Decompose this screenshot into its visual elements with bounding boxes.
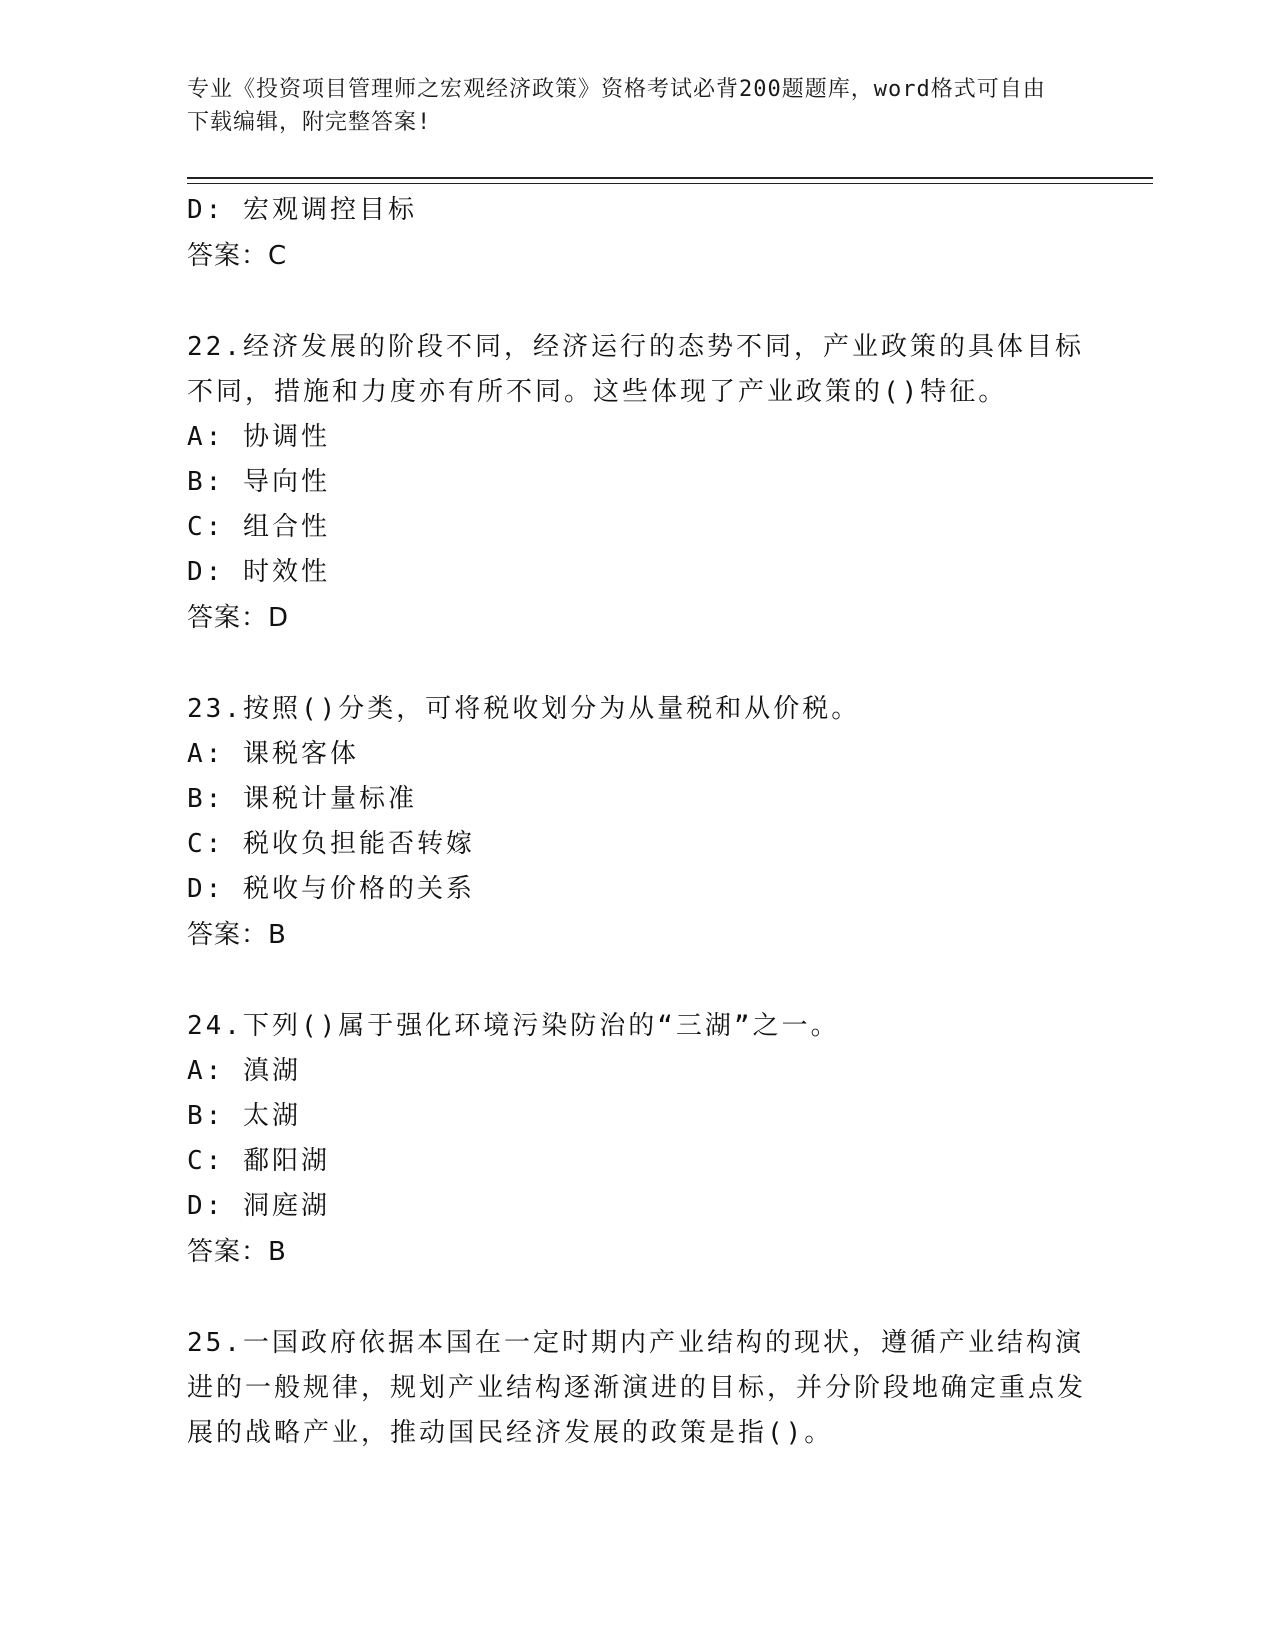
option-d: D: 宏观调控目标 <box>187 195 417 225</box>
answer-line: 答案：C <box>187 241 288 271</box>
answer-line: 答案：B <box>187 1237 287 1267</box>
option-d: D: 税收与价格的关系 <box>187 874 475 904</box>
spacer <box>187 958 1087 1004</box>
spacer <box>187 1275 1087 1321</box>
option-c: C: 鄱阳湖 <box>187 1146 330 1176</box>
question-text: 24.下列()属于强化环境污染防治的“三湖”之一。 <box>187 1011 840 1041</box>
spacer <box>187 279 1087 325</box>
page-header: 专业《投资项目管理师之宏观经济政策》资格考试必背200题题库，word格式可自由下载编辑，附完整答案! <box>187 77 1046 135</box>
question-block-24 <box>187 1004 1087 1275</box>
option-d: D: 洞庭湖 <box>187 1191 330 1221</box>
option-b: B: 太湖 <box>187 1101 301 1131</box>
option-a: A: 协调性 <box>187 422 330 452</box>
option-b: B: 课税计量标准 <box>187 784 417 814</box>
question-block-25 <box>187 1321 1087 1456</box>
header-rule-thick <box>187 177 1153 179</box>
answer-line: 答案：B <box>187 920 287 950</box>
answer-line: 答案：D <box>187 603 290 633</box>
option-c: C: 税收负担能否转嫁 <box>187 829 475 859</box>
option-d: D: 时效性 <box>187 557 330 587</box>
question-block-23 <box>187 687 1087 958</box>
question-text: 25.一国政府依据本国在一定时期内产业结构的现状，遵循产业结构演进的一般规律，规划产业结构逐渐演进的目标，并分阶段地确定重点发展的战略产业，推动国民经济发展的政策是指()。 <box>187 1328 1087 1448</box>
option-a: A: 滇湖 <box>187 1056 301 1086</box>
question-block-21-tail <box>187 188 1087 279</box>
option-a: A: 课税客体 <box>187 739 359 769</box>
spacer <box>187 641 1087 687</box>
question-list <box>187 188 1087 1456</box>
question-text: 22.经济发展的阶段不同，经济运行的态势不同，产业政策的具体目标不同，措施和力度亦有所不同。这些体现了产业政策的()特征。 <box>187 332 1084 407</box>
option-c: C: 组合性 <box>187 512 330 542</box>
option-b: B: 导向性 <box>187 467 330 497</box>
question-block-22 <box>187 325 1087 641</box>
header-rule-thin <box>187 183 1153 184</box>
question-text: 23.按照()分类，可将税收划分为从量税和从价税。 <box>187 694 861 724</box>
